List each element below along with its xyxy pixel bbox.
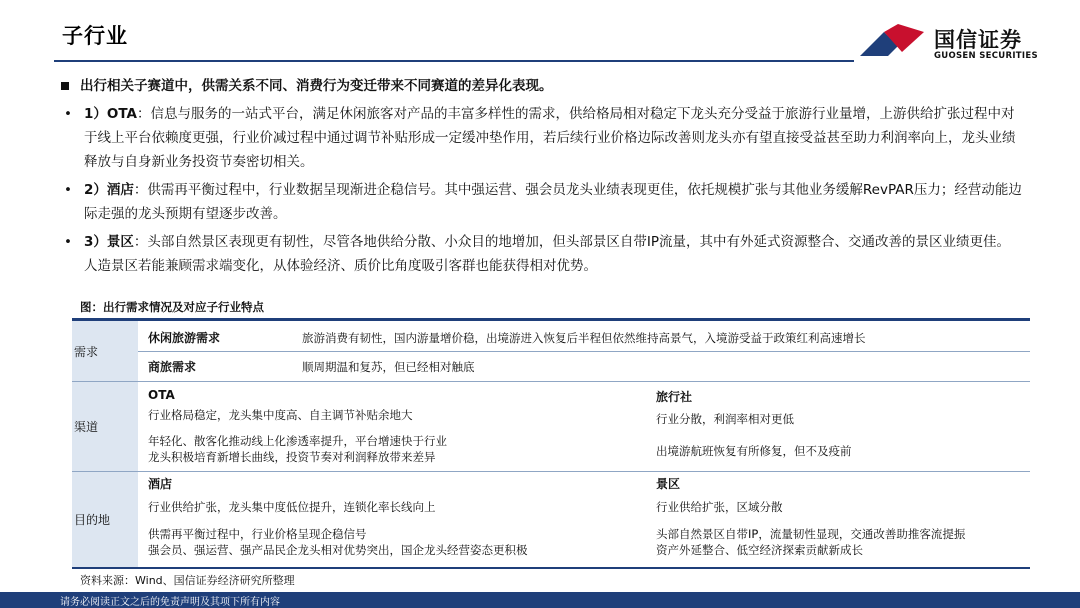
row-divider (138, 351, 1030, 352)
ota-line: 龙头积极培育新增长曲线，投资节奏对利润释放带来差异 (148, 450, 436, 464)
company-logo (858, 22, 1058, 64)
travel-agency-line: 出境游航班恢复有所修复，但不及疫前 (656, 444, 852, 458)
business-demand-text: 顺周期温和复苏，但已经相对触底 (302, 360, 475, 374)
bullet-lead: 2）酒店 (84, 182, 134, 198)
row-divider (72, 381, 1030, 382)
guosen-logo-mark-icon (858, 22, 928, 62)
leisure-demand-label: 休闲旅游需求 (148, 331, 221, 345)
bullet-text: ：信息与服务的一站式平台，满足休闲旅客对产品的丰富多样性的需求，供给格局相对稳定下龙头充分受益于旅游行业量增，上游供给扩张过程中对于线上平台依赖度更强，行业价减过程中通过调节补贴形成一定缓冲垫作用，若后续行业价格边际改善则龙头亦有望直接受益甚至助力利润率向上，龙头业绩释放与自身新业务投资节奏密切相关。 (84, 106, 1016, 170)
ota-line: 行业格局稳定，龙头集中度高、自主调节补贴余地大 (148, 408, 413, 422)
page-title: 子行业 (62, 24, 128, 48)
travel-agency-line: 行业分散，利润率相对更低 (656, 412, 794, 426)
row-divider (72, 471, 1030, 472)
hotel-line: 强会员、强运营、强产品民企龙头相对优势突出，国企龙头经营姿态更积极 (148, 543, 528, 557)
bullet-lead: 3）景区 (84, 234, 134, 250)
scenic-label: 景区 (656, 477, 681, 491)
category-demand: 需求 (72, 321, 138, 381)
page-header (0, 0, 1080, 70)
scenic-line: 行业供给扩张，区域分散 (656, 500, 783, 514)
scenic-line: 头部自然景区自带IP，流量韧性显现，交通改善助推客流提振 (656, 527, 966, 541)
travel-agency-label: 旅行社 (656, 390, 693, 404)
logo-english-name: GUOSEN SECURITIES (934, 51, 1038, 61)
travel-demand-table (72, 321, 1030, 567)
summary-section (58, 74, 1023, 278)
square-bullet-icon (61, 82, 69, 90)
category-channel: 渠道 (72, 381, 138, 471)
bullet-marker: • (64, 182, 72, 198)
ota-line: 年轻化、散客化推动线上化渗透率提升，平台增速快于行业 (148, 434, 447, 448)
bullet-marker: • (64, 106, 72, 122)
bullet-hotel (58, 178, 1023, 226)
logo-chinese-name: 国信证券 (934, 28, 1022, 52)
scenic-line: 资产外延整合、低空经济探索贡献新成长 (656, 543, 863, 557)
category-destination: 目的地 (72, 471, 138, 567)
page-footer (0, 592, 1080, 608)
bullet-scenic (58, 230, 1023, 278)
bullet-marker: • (64, 234, 72, 250)
hotel-label: 酒店 (148, 477, 173, 491)
title-divider (54, 60, 854, 62)
ota-label: OTA (148, 388, 175, 402)
bullet-lead: 1）OTA (84, 106, 137, 122)
leisure-demand-text: 旅游消费有韧性，国内游量增价稳，出境游进入恢复后半程但依然维持高景气，入境游受益于政策红利高速增长 (302, 331, 866, 345)
disclaimer-notice: 请务必阅读正文之后的免责声明及其项下所有内容 (60, 597, 280, 608)
bullet-text: ：头部自然景区表现更有韧性，尽管各地供给分散、小众目的地增加，但头部景区自带IP流量，其中有外延式资源整合、交通改善的景区业绩更佳。人造景区若能兼顾需求端变化，从体验经济、质价比角度吸引客群也能获得相对优势。 (84, 234, 1011, 274)
headline-text: 出行相关子赛道中，供需关系不同、消费行为变迁带来不同赛道的差异化表现。 (80, 78, 553, 94)
business-demand-label: 商旅需求 (148, 360, 197, 374)
figure-source: 资料来源：Wind、国信证券经济研究所整理 (80, 574, 295, 587)
hotel-line: 行业供给扩张，龙头集中度低位提升，连锁化率长线向上 (148, 500, 436, 514)
hotel-line: 供需再平衡过程中，行业价格呈现企稳信号 (148, 527, 367, 541)
section-headline (58, 74, 1023, 98)
bullet-text: ：供需再平衡过程中，行业数据呈现渐进企稳信号。其中强运营、强会员龙头业绩表现更佳，依托规模扩张与其他业务缓解RevPAR压力；经营动能边际走强的龙头预期有望逐步改善。 (84, 182, 1022, 222)
figure-caption: 图：出行需求情况及对应子行业特点 (80, 300, 264, 314)
bullet-ota (58, 102, 1023, 174)
table-bottom-rule (72, 567, 1030, 569)
